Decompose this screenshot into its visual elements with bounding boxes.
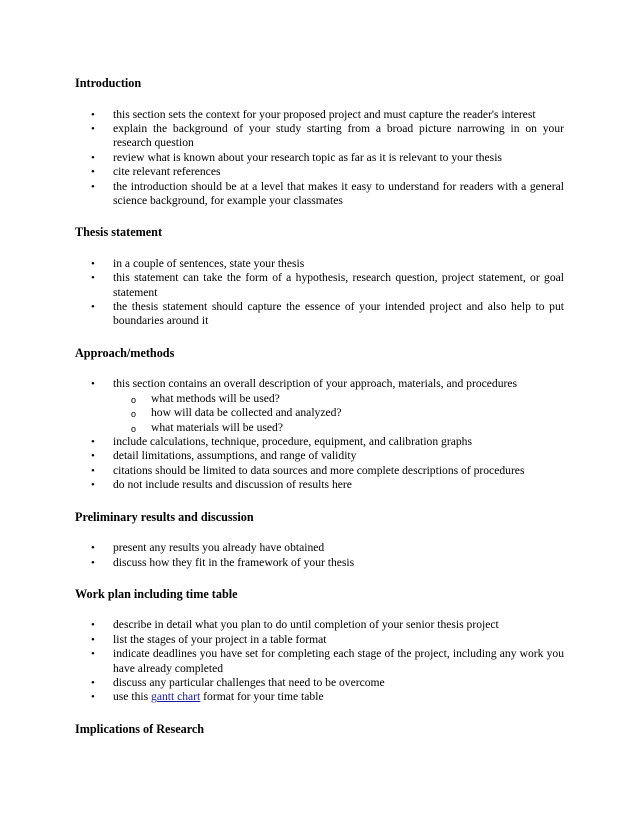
list-item: • the thesis statement should capture the essence of your intended project and also help to put boundaries around it xyxy=(91,300,564,328)
bullet-icon: • xyxy=(91,648,95,661)
list-item: • use this gantt chart format for your time table xyxy=(91,690,324,704)
list-item: • detail limitations, assumptions, and range of validity xyxy=(91,449,357,463)
list-item: • review what is known about your research topic as far as it is relevant to your thesis xyxy=(91,150,502,164)
list-item: • do not include results and discussion of results here xyxy=(91,478,352,492)
list-item: • discuss how they fit in the framework of your thesis xyxy=(91,555,355,569)
bullet-icon: • xyxy=(91,151,95,164)
list-item: • this statement can take the form of a hypothesis, research question, project statement, or goal statement xyxy=(91,271,564,299)
section-heading-introduction: Introduction xyxy=(75,76,142,90)
bullet-icon: • xyxy=(91,436,95,448)
list-item: • this section contains an overall description of your approach, materials, and procedures xyxy=(91,377,518,391)
bullet-icon: • xyxy=(91,691,95,704)
bullet-icon: • xyxy=(91,633,95,646)
thesis-statement-list xyxy=(75,257,564,329)
circle-bullet-icon: o xyxy=(131,409,137,420)
sub-list-item: o what materials will be used? xyxy=(75,421,564,435)
list-item: • citations should be limited to data sources and more complete descriptions of procedures xyxy=(91,463,525,477)
section-heading-implications: Implications of Research xyxy=(75,721,205,736)
bullet-icon: • xyxy=(91,677,95,690)
introduction-list xyxy=(75,108,564,209)
work-plan-list xyxy=(75,618,564,704)
list-item: • this section sets the context for your proposed project and must capture the reader's interest xyxy=(91,107,536,121)
bullet-icon: • xyxy=(91,272,95,285)
circle-bullet-icon: o xyxy=(131,423,137,434)
list-item: • include calculations, technique, procedure, equipment, and calibration graphs xyxy=(91,435,472,448)
preliminary-results-list xyxy=(75,541,564,570)
bullet-icon: • xyxy=(91,450,95,463)
bullet-icon: • xyxy=(91,180,95,193)
sub-list-item: o how will data be collected and analyzed? xyxy=(75,406,564,420)
bullet-icon: • xyxy=(91,464,95,477)
list-item: • in a couple of sentences, state your thesis xyxy=(91,256,305,270)
list-item: • indicate deadlines you have set for completing each stage of the project, including any work you have already completed xyxy=(91,647,564,675)
approach-methods-sublist xyxy=(75,392,564,435)
sub-list-item: o what methods will be used? xyxy=(75,392,564,406)
list-item: • describe in detail what you plan to do until completion of your senior thesis project xyxy=(91,618,499,632)
bullet-icon: • xyxy=(91,301,95,314)
section-heading-approach-methods: Approach/methods xyxy=(75,345,175,360)
list-item: • list the stages of your project in a table format xyxy=(91,632,327,646)
circle-bullet-icon: o xyxy=(131,394,137,405)
bullet-icon: • xyxy=(91,108,95,121)
bullet-icon: • xyxy=(91,122,95,135)
approach-methods-list-continued xyxy=(75,435,564,493)
bullet-icon: • xyxy=(91,166,95,179)
list-item: • cite relevant references xyxy=(91,165,221,179)
bullet-icon: • xyxy=(91,479,95,492)
section-heading-thesis-statement: Thesis statement xyxy=(75,225,162,240)
bullet-icon: • xyxy=(91,542,95,555)
bullet-icon: • xyxy=(91,378,95,391)
section-heading-work-plan: Work plan including time table xyxy=(75,586,238,601)
section-heading-preliminary-results: Preliminary results and discussion xyxy=(75,509,254,524)
gantt-chart-link[interactable]: gantt chart xyxy=(151,690,201,704)
document-page xyxy=(75,76,564,736)
list-item: • the introduction should be at a level that makes it easy to understand for readers with a general science background, for example your classmates xyxy=(91,179,564,207)
list-item: • explain the background of your study starting from a broad picture narrowing in on your research question xyxy=(91,121,564,150)
bullet-icon: • xyxy=(91,619,95,632)
list-item: • discuss any particular challenges that need to be overcome xyxy=(91,676,385,690)
bullet-icon: • xyxy=(91,556,95,569)
bullet-icon: • xyxy=(91,257,95,270)
approach-methods-list xyxy=(75,377,564,391)
list-item: • present any results you already have obtained xyxy=(91,541,325,555)
